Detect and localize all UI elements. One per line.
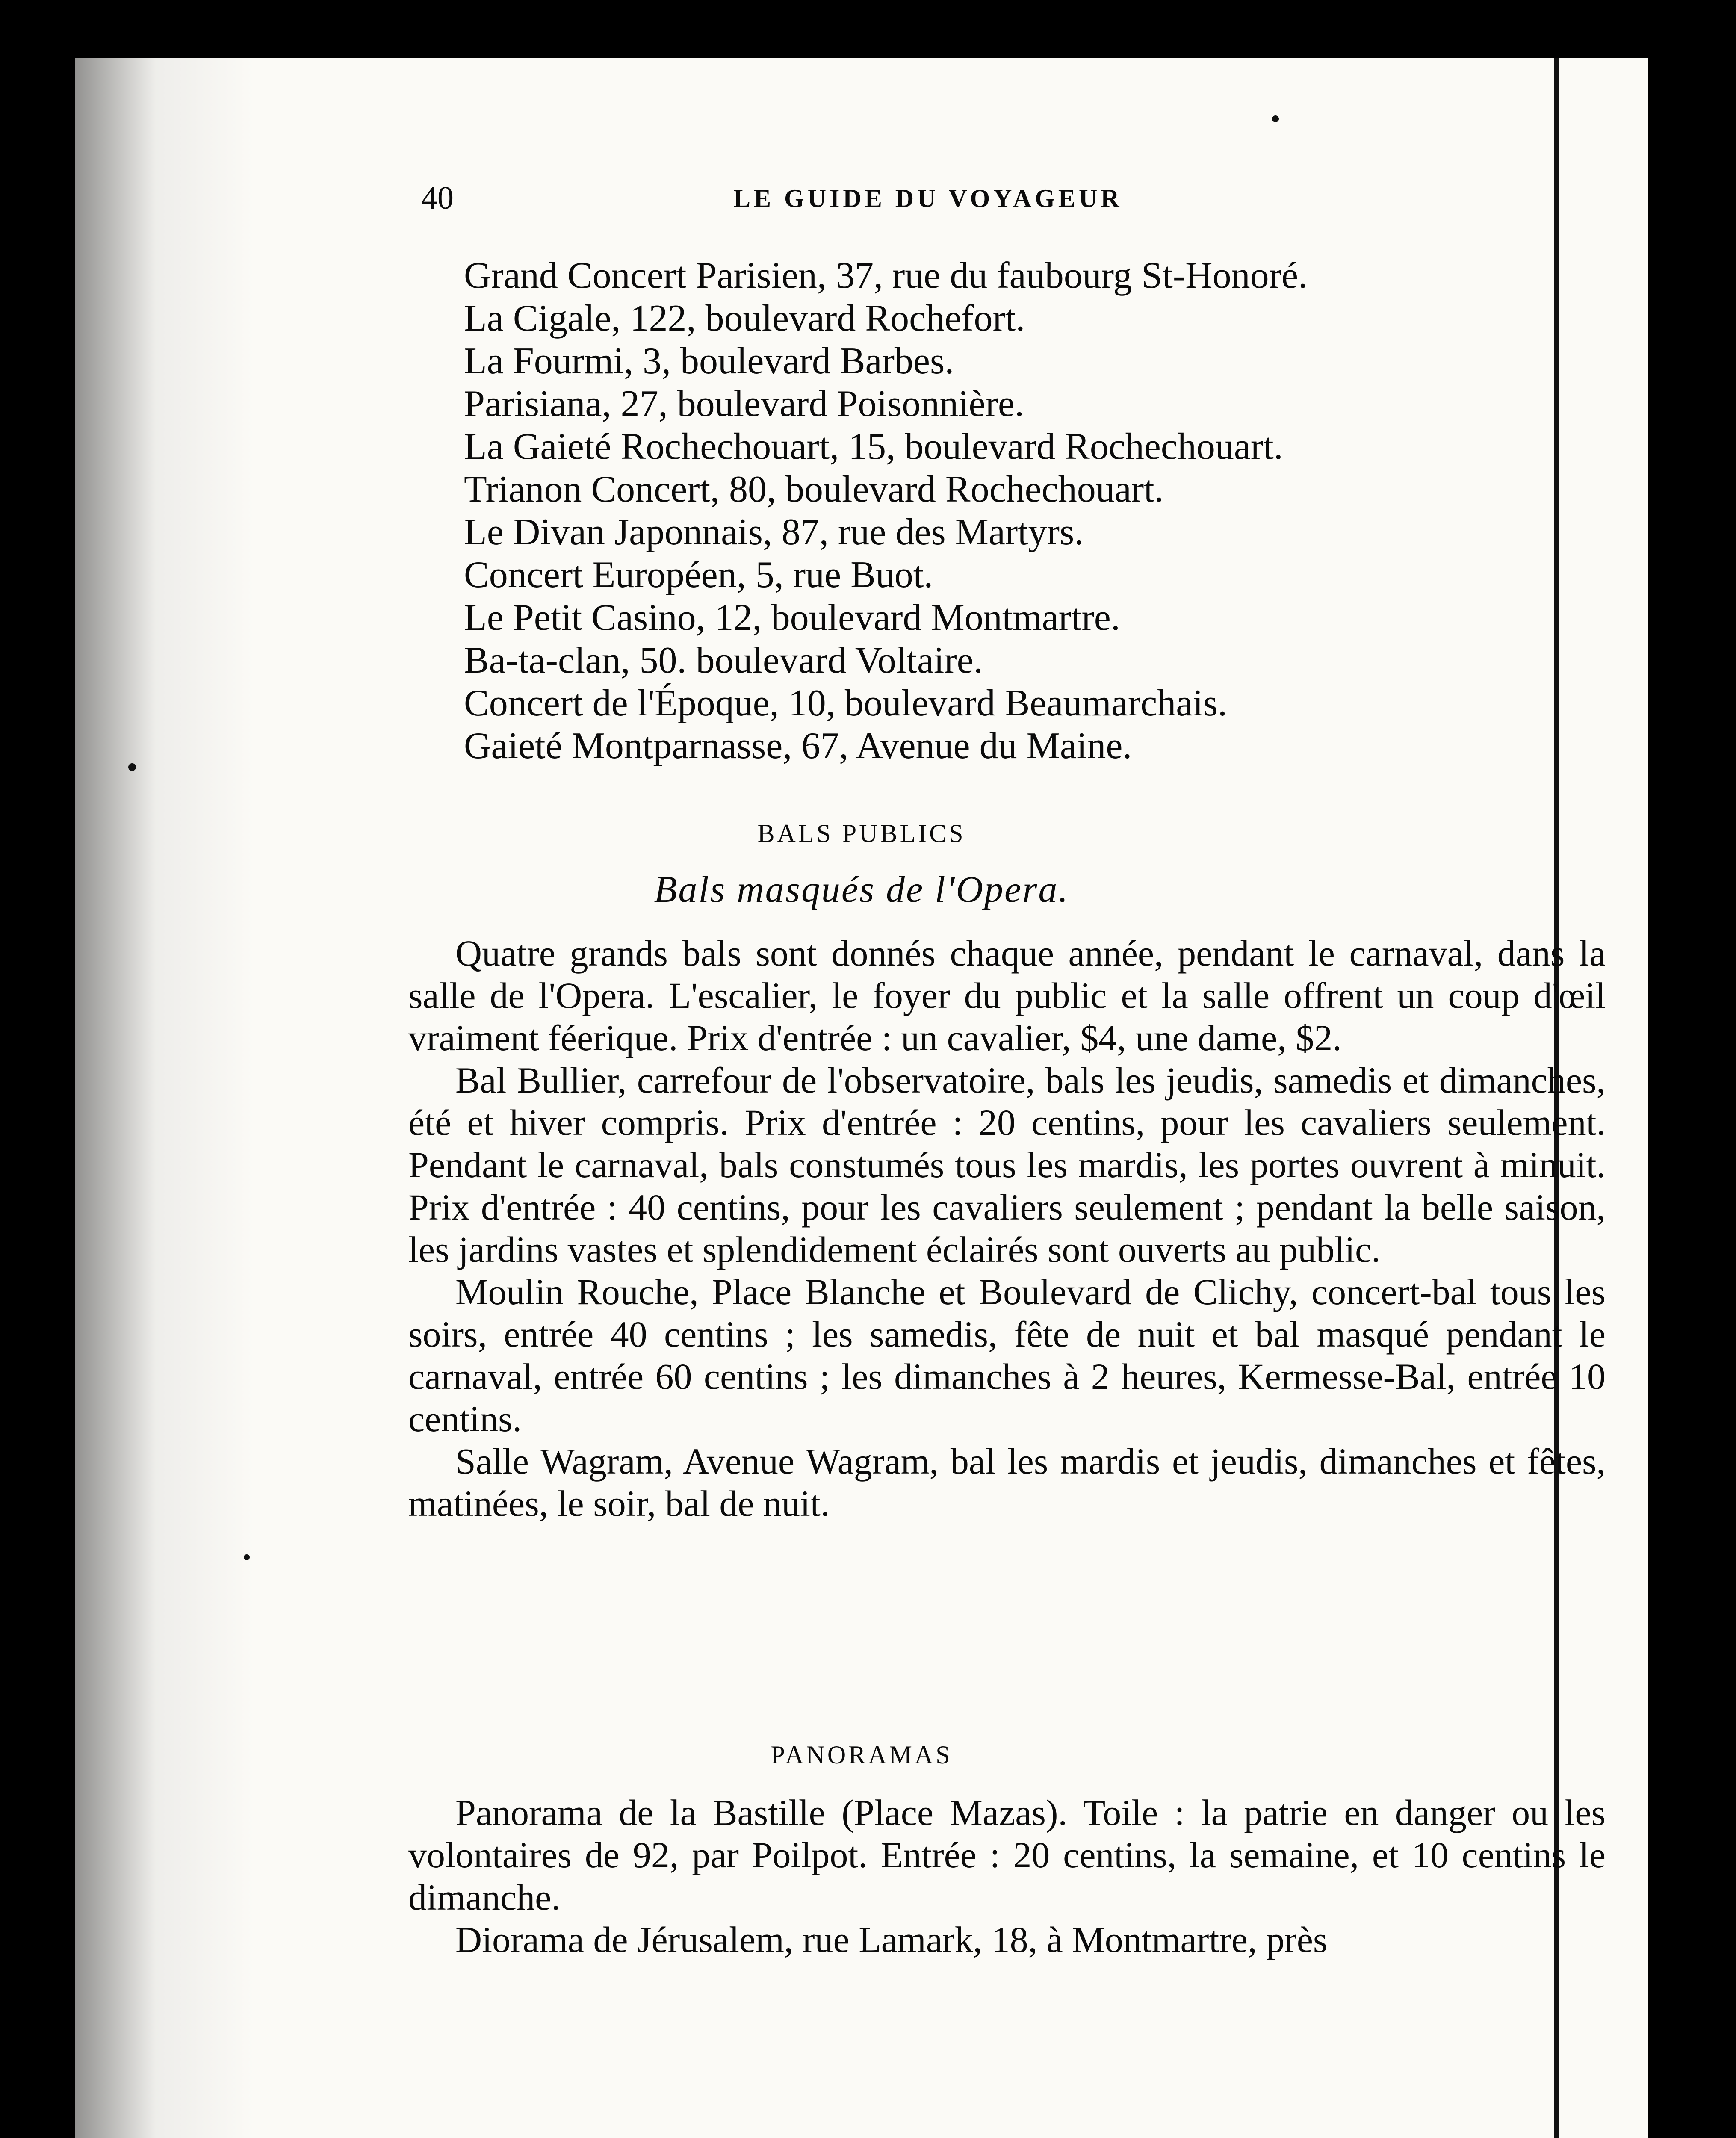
list-item: La Cigale, 122, boulevard Rochefort. — [464, 298, 1025, 339]
concert-list — [464, 254, 1618, 768]
list-item: La Fourmi, 3, boulevard Barbes. — [464, 340, 954, 382]
page-header — [421, 180, 1336, 239]
list-item: Le Divan Japonnais, 87, rue des Martyrs. — [464, 511, 1084, 553]
section-heading-panoramas: PANORAMAS — [771, 1741, 953, 1769]
list-item: Concert Européen, 5, rue Buot. — [464, 554, 933, 596]
page-number: 40 — [421, 180, 454, 216]
subheading-bals-masques: Bals masqués de l'Opera. — [654, 869, 1069, 910]
page-gutter-shadow — [75, 58, 254, 2138]
paragraph: Bal Bullier, carrefour de l'observatoire, bals les jeudis, samedis et dimanches, été et hiver compris. Prix d'entrée : 20 centins, pour les cavaliers seulement. Pendant le carnaval, bals constumés tous les mardis, les portes ouvrent à minuit. Prix d'entrée : 40 centins, pour les cavaliers seulement ; pendant la belle saison, les jardins vastes et splendidement éclairés sont ouverts au public. — [408, 1060, 1606, 1270]
paragraph: Quatre grands bals sont donnés chaque année, pendant le carnaval, dans la salle de l'Opera. L'escalier, le foyer du public et la salle offrent un coup d'œil vraiment féerique. Prix d'entrée : un cavalier, $4, une dame, $2. — [408, 933, 1606, 1058]
list-item: La Gaieté Rochechouart, 15, boulevard Rochechouart. — [464, 426, 1283, 467]
list-item: Gaieté Montparnasse, 67, Avenue du Maine. — [464, 725, 1132, 767]
book-page — [75, 58, 1648, 2138]
paragraph: Salle Wagram, Avenue Wagram, bal les mardis et jeudis, dimanches et fêtes, matinées, le soir, bal de nuit. — [408, 1441, 1606, 1524]
list-item: Trianon Concert, 80, boulevard Rochechouart. — [464, 469, 1164, 510]
list-item: Ba-ta-clan, 50. boulevard Voltaire. — [464, 640, 983, 681]
paragraph: Diorama de Jérusalem, rue Lamark, 18, à Montmartre, près — [455, 1919, 1328, 1960]
running-title: LE GUIDE DU VOYAGEUR — [733, 184, 1123, 213]
list-item: Grand Concert Parisien, 37, rue du faubourg St-Honoré. — [464, 255, 1308, 296]
paragraph: Moulin Rouche, Place Blanche et Boulevard de Clichy, concert-bal tous les soirs, entrée 40 centins ; les samedis, fête de nuit et bal masqué pendant le carnaval, entrée 60 centins ; les dimanches à 2 heures, Kermesse-Bal, entrée 10 centins. — [408, 1271, 1606, 1439]
section-heading-bals: BALS PUBLICS — [757, 819, 966, 848]
bals-body — [408, 932, 1606, 1525]
ink-speck — [244, 1554, 250, 1560]
list-item: Concert de l'Époque, 10, boulevard Beaumarchais. — [464, 682, 1228, 724]
panoramas-body — [408, 1792, 1606, 1961]
list-item: Le Petit Casino, 12, boulevard Montmartre. — [464, 597, 1120, 638]
paragraph: Panorama de la Bastille (Place Mazas). Toile : la patrie en danger ou les volontaires de 92, par Poilpot. Entrée : 20 centins, la semaine, et 10 centins le dimanche. — [408, 1792, 1606, 1918]
ink-speck — [128, 763, 136, 771]
ink-speck — [1272, 115, 1279, 122]
list-item: Parisiana, 27, boulevard Poisonnière. — [464, 383, 1024, 425]
